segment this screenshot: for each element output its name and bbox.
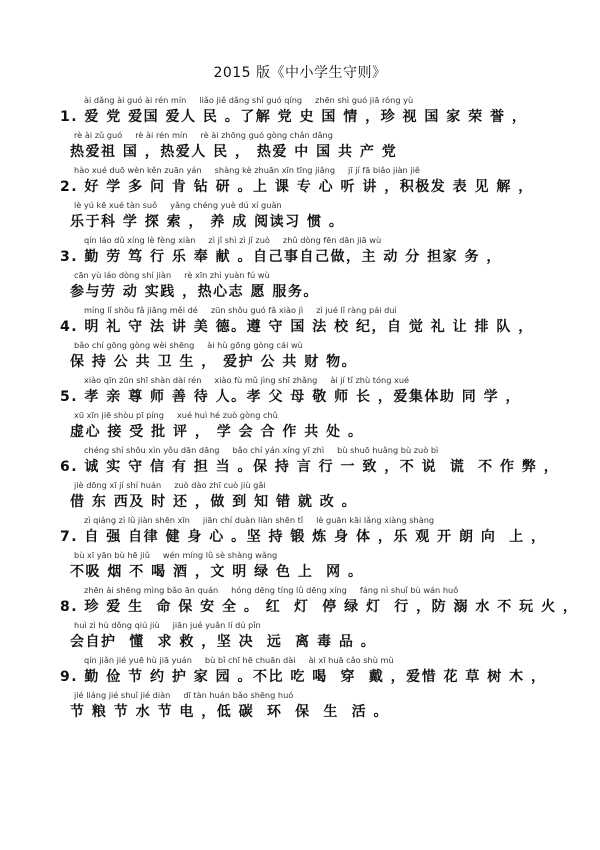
- pinyin-line: qín láo dǔ xíng lè fèng xiàn zì jǐ shì zì jǐ zuò zhǔ dòng fēn dān jiā wù: [84, 235, 382, 245]
- rule-text-line: 1. 爱 党 爱国 爱人 民 。了解 党 史 国 情 ，珍 视 国 家 荣 誉 ，: [60, 109, 528, 125]
- pinyin-line: qín jiǎn jié yuē hù jiā yuán bù bǐ chī hē chuān dài ài xī huā cǎo shù mù: [84, 655, 394, 665]
- rule-text-line: 节 粮 节 水 节 电 ，低 碳 环 保 生 活 。: [70, 704, 389, 720]
- rule-text-line: 2. 好 学 多 问 肯 钻 研 。上 课 专 心 听 讲 ，积极发 表 见 解 ，: [60, 179, 534, 195]
- pinyin-line: huì zì hù dǒng qiú jiù jiān jué yuǎn lí dú pǐn: [74, 620, 261, 630]
- pinyin-line: xiào qīn zūn shī shàn dài rén xiào fù mǔ jìng shī zhǎng ài jí tǐ zhù tóng xué: [84, 375, 410, 385]
- rule-text-line: 热爱祖 国 ，热爱人 民 ， 热爱 中 国 共 产 党: [70, 144, 398, 160]
- page-title: 2015 版《中小学生守则》: [213, 65, 387, 81]
- pinyin-line: ài dǎng ài guó ài rén mín liǎo jiě dǎng shǐ guó qíng zhēn shì guó jiā róng yù: [84, 95, 414, 105]
- document-body: [60, 93, 579, 723]
- rule-text-line: 7. 自 强 自律 健 身 心 。坚 持 锻 炼 身 体 ，乐 观 开 朗 向 上 ，: [60, 529, 547, 545]
- pinyin-line: jié liáng jié shuǐ jié diàn dī tàn huán bǎo shēng huó: [74, 690, 294, 700]
- pinyin-line: míng lǐ shǒu fǎ jiǎng měi dé zūn shǒu guó fǎ xiào jì zì jué lǐ ràng pái duì: [84, 305, 397, 315]
- pinyin-line: rè ài zǔ guó rè ài rén mín rè ài zhōng guó gòng chǎn dǎng: [74, 130, 333, 140]
- rule-text-line: 3. 勤 劳 笃 行 乐 奉 献 。自己事自己做，主 动 分 担家 务 ，: [60, 249, 502, 265]
- rule-text-line: 参与劳 动 实践 ，热心志 愿 服务。: [70, 284, 319, 300]
- pinyin-line: xū xīn jiē shòu pī píng xué huì hé zuò gòng chǔ: [74, 410, 278, 420]
- rule-text-line: 8. 珍 爱 生 命 保 安 全 。 红 灯 停 绿 灯 行 ，防 溺 水 不 玩 火 ，: [60, 599, 579, 615]
- pinyin-line: bǎo chí gōng gòng wèi shēng ài hù gōng gòng cái wù: [74, 340, 303, 350]
- pinyin-line: zì qiáng zì lǜ jiàn shēn xīn jiān chí duàn liàn shēn tǐ lè guān kāi lǎng xiàng shàng: [84, 515, 435, 525]
- rule-text-line: 乐于科 学 探 索 ， 养 成 阅读习 惯 。: [70, 214, 345, 230]
- rule-text-line: 9. 勤 俭 节 约 护 家 园 。不比 吃 喝 穿 戴 ，爱惜 花 草 树 木 ，: [60, 669, 547, 685]
- rule-text-line: 6. 诚 实 守 信 有 担 当 。保 持 言 行 一 致 ，不 说 谎 不 作 弊 ，: [60, 459, 560, 475]
- pinyin-line: zhēn ài shēng mìng bǎo ān quán hóng dēng tíng lǜ dēng xíng fáng nì shuǐ bù wán huǒ: [84, 585, 459, 595]
- pinyin-line: hào xué duō wèn kěn zuān yán shàng kè zhuān xīn tīng jiǎng jī jí fā biǎo jiàn jiě: [74, 165, 420, 175]
- rule-text-line: 保 持 公 共 卫 生 ， 爱护 公 共 财 物。: [70, 354, 358, 370]
- pinyin-line: chéng shí shǒu xìn yǒu dān dāng bǎo chí yán xíng yī zhì bù shuō huǎng bù zuò bì: [84, 445, 439, 455]
- rule-text-line: 5. 孝 亲 尊 师 善 待 人。孝 父 母 敬 师 长 ，爱集体助 同 学 ，: [60, 389, 522, 405]
- pinyin-line: lè yú kē xué tàn suǒ yǎng chéng yuè dú xí guàn: [74, 200, 282, 210]
- rule-text-line: 不吸 烟 不 喝 酒 ，文 明 绿 色 上 网 。: [70, 564, 364, 580]
- rule-text-line: 会自护 懂 求 救 ，坚 决 远 离 毒 品 。: [70, 634, 377, 650]
- rule-text-line: 4. 明 礼 守 法 讲 美 德。遵 守 国 法 校 纪，自 觉 礼 让 排 队 ，: [60, 319, 534, 335]
- pinyin-line: bù xī yān bù hē jiǔ wén míng lǜ sè shàng wǎng: [74, 550, 278, 560]
- pinyin-line: cān yù láo dòng shí jiàn rè xīn zhì yuàn fú wù: [74, 270, 270, 280]
- rule-text-line: 借 东 西及 时 还 ，做 到 知 错 就 改 。: [70, 494, 358, 510]
- pinyin-line: jiè dōng xī jí shí huán zuò dào zhī cuò jiù gǎi: [74, 480, 266, 490]
- rule-text-line: 虚心 接 受 批 评 ， 学 会 合 作 共 处 。: [70, 424, 364, 440]
